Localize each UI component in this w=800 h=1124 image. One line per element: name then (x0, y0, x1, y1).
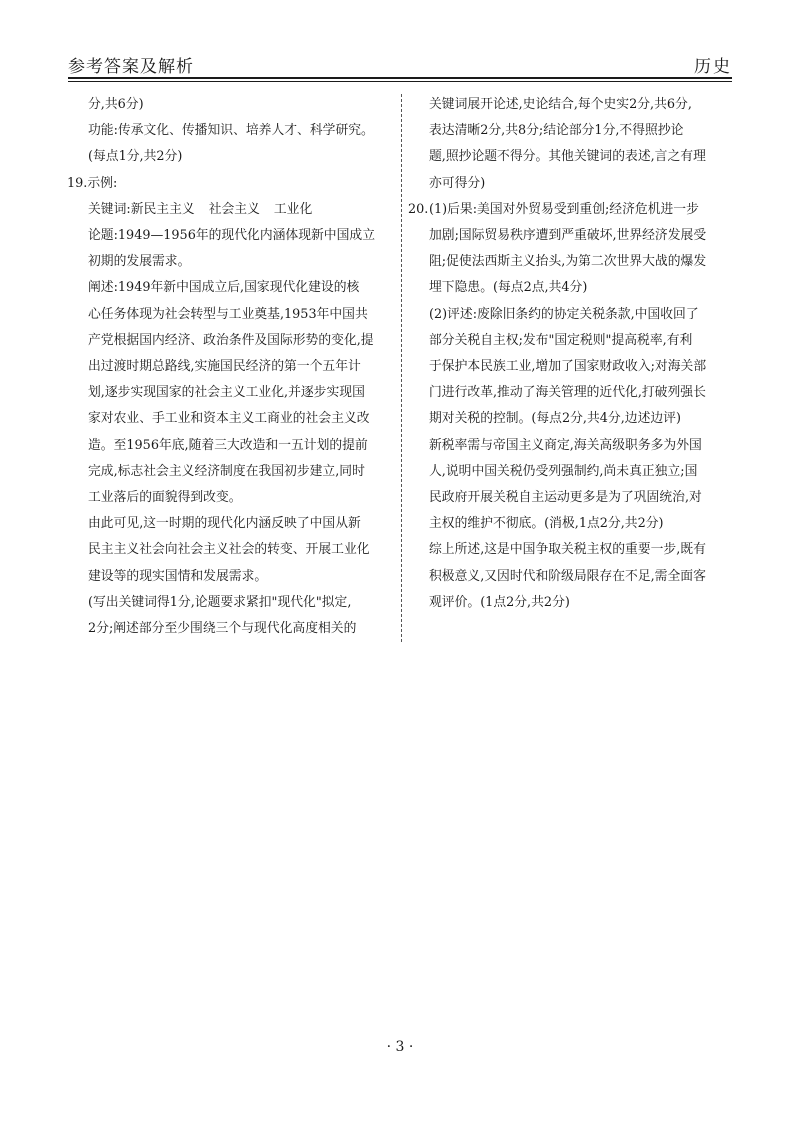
keywords-label: 关键词: (88, 201, 131, 217)
text-line: 功能:传承文化、传播知识、培养人才、科学研究。 (88, 123, 374, 139)
text-line: 关键词展开论述,史论结合,每个史实2分,共6分, (429, 97, 692, 112)
subject-label: 历史 (694, 57, 732, 77)
keyword: 社会主义 (208, 201, 260, 217)
text-line: 阐述:1949年新中国成立后,国家现代化建设的核 (88, 280, 360, 296)
text-line: 产党根据国内经济、政治条件及国际形势的变化,提 (88, 332, 374, 348)
header-rule-thin (68, 81, 732, 82)
text-line: 新税率需与帝国主义商定,海关高级职务多为外国 (429, 437, 702, 453)
text-line: 造。至1956年底,随着三大改造和一五计划的提前 (88, 437, 368, 453)
text-line: 完成,标志社会主义经济制度在我国初步建立,同时 (88, 463, 365, 479)
text-line: 主权的维护不彻底。(消极,1点2分,共2分) (429, 516, 664, 532)
text-line: 加剧;国际贸易秩序遭到严重破坏,世界经济发展受 (429, 228, 707, 244)
text-line: (写出关键词得1分,论题要求紧扣"现代化"拟定, (88, 594, 352, 610)
text-line: 题,照抄论题不得分。其他关键词的表述,言之有理 (429, 149, 706, 165)
question-20-header (408, 197, 736, 223)
text-line: 民政府开展关税自主运动更多是为了巩固统治,对 (429, 490, 702, 506)
text-line: 民主主义社会向社会主义社会的转变、开展工业化 (88, 542, 370, 558)
text-line: (每点1分,共2分) (88, 149, 183, 165)
page-number: · 3 · (386, 1039, 414, 1055)
text-line: 心任务体现为社会转型与工业奠基,1953年中国共 (88, 306, 368, 322)
text-line: 部分关税自主权;发布"国定税则"提高税率,有利 (429, 332, 693, 348)
text-line: 期对关税的控制。(每点2分,共4分,边述边评) (429, 411, 681, 427)
text-line: 初期的发展需求。 (88, 254, 191, 270)
text-line: 划,逐步实现国家的社会主义工业化,并逐步实现国 (88, 385, 365, 401)
text-line: 门进行改革,推动了海关管理的近代化,打破列强长 (429, 385, 706, 401)
text-line: 埋下隐患。(每点2点,共4分) (429, 280, 588, 296)
text-line: (2)评述:废除旧条约的协定关税条款,中国收回了 (429, 306, 699, 322)
question-number: 20. (408, 201, 429, 217)
text-line: 家对农业、手工业和资本主义工商业的社会主义改 (88, 411, 370, 427)
text-line: 2分;阐述部分至少围绕三个与现代化高度相关的 (88, 621, 357, 637)
page-header (68, 44, 732, 80)
text-line: 建设等的现实国情和发展需求。 (88, 568, 268, 584)
text-line: 于保护本民族工业,增加了国家财政收入;对海关部 (429, 359, 707, 375)
document-title: 参考答案及解析 (68, 57, 194, 77)
column-divider (401, 94, 402, 642)
header-rule-thick (68, 77, 732, 79)
text-line: 人,说明中国关税仍受列强制约,尚未真正独立;国 (429, 463, 698, 479)
text-line: (1)后果:美国对外贸易受到重创;经济危机进一步 (429, 201, 699, 217)
text-line: 分,共6分) (88, 97, 144, 112)
text-line: 表达清晰2分,共8分;结论部分1分,不得照抄论 (429, 123, 684, 139)
question-intro: 示例: (87, 175, 118, 191)
text-line: 由此可见,这一时期的现代化内涵反映了中国从新 (88, 516, 361, 532)
text-line: 工业落后的面貌得到改变。 (88, 490, 242, 506)
text-line: 论题:1949—1956年的现代化内涵体现新中国成立 (88, 228, 375, 244)
text-line: 综上所述,这是中国争取关税主权的重要一步,既有 (429, 542, 706, 558)
left-column (67, 92, 397, 642)
keyword: 新民主主义 (130, 201, 195, 217)
text-line: 出过渡时期总路线,实施国民经济的第一个五年计 (88, 359, 361, 375)
keywords-line (67, 197, 397, 223)
right-column (408, 92, 736, 616)
text-line: 观评价。(1点2分,共2分) (429, 594, 570, 610)
text-line: 阻;促使法西斯主义抬头,为第二次世界大战的爆发 (429, 254, 707, 270)
text-line: 积极意义,又因时代和阶级局限存在不足,需全面客 (429, 568, 706, 584)
question-19-header (67, 171, 397, 197)
question-number: 19. (67, 175, 88, 191)
text-line: 亦可得分) (429, 175, 486, 191)
keyword: 工业化 (273, 201, 313, 217)
